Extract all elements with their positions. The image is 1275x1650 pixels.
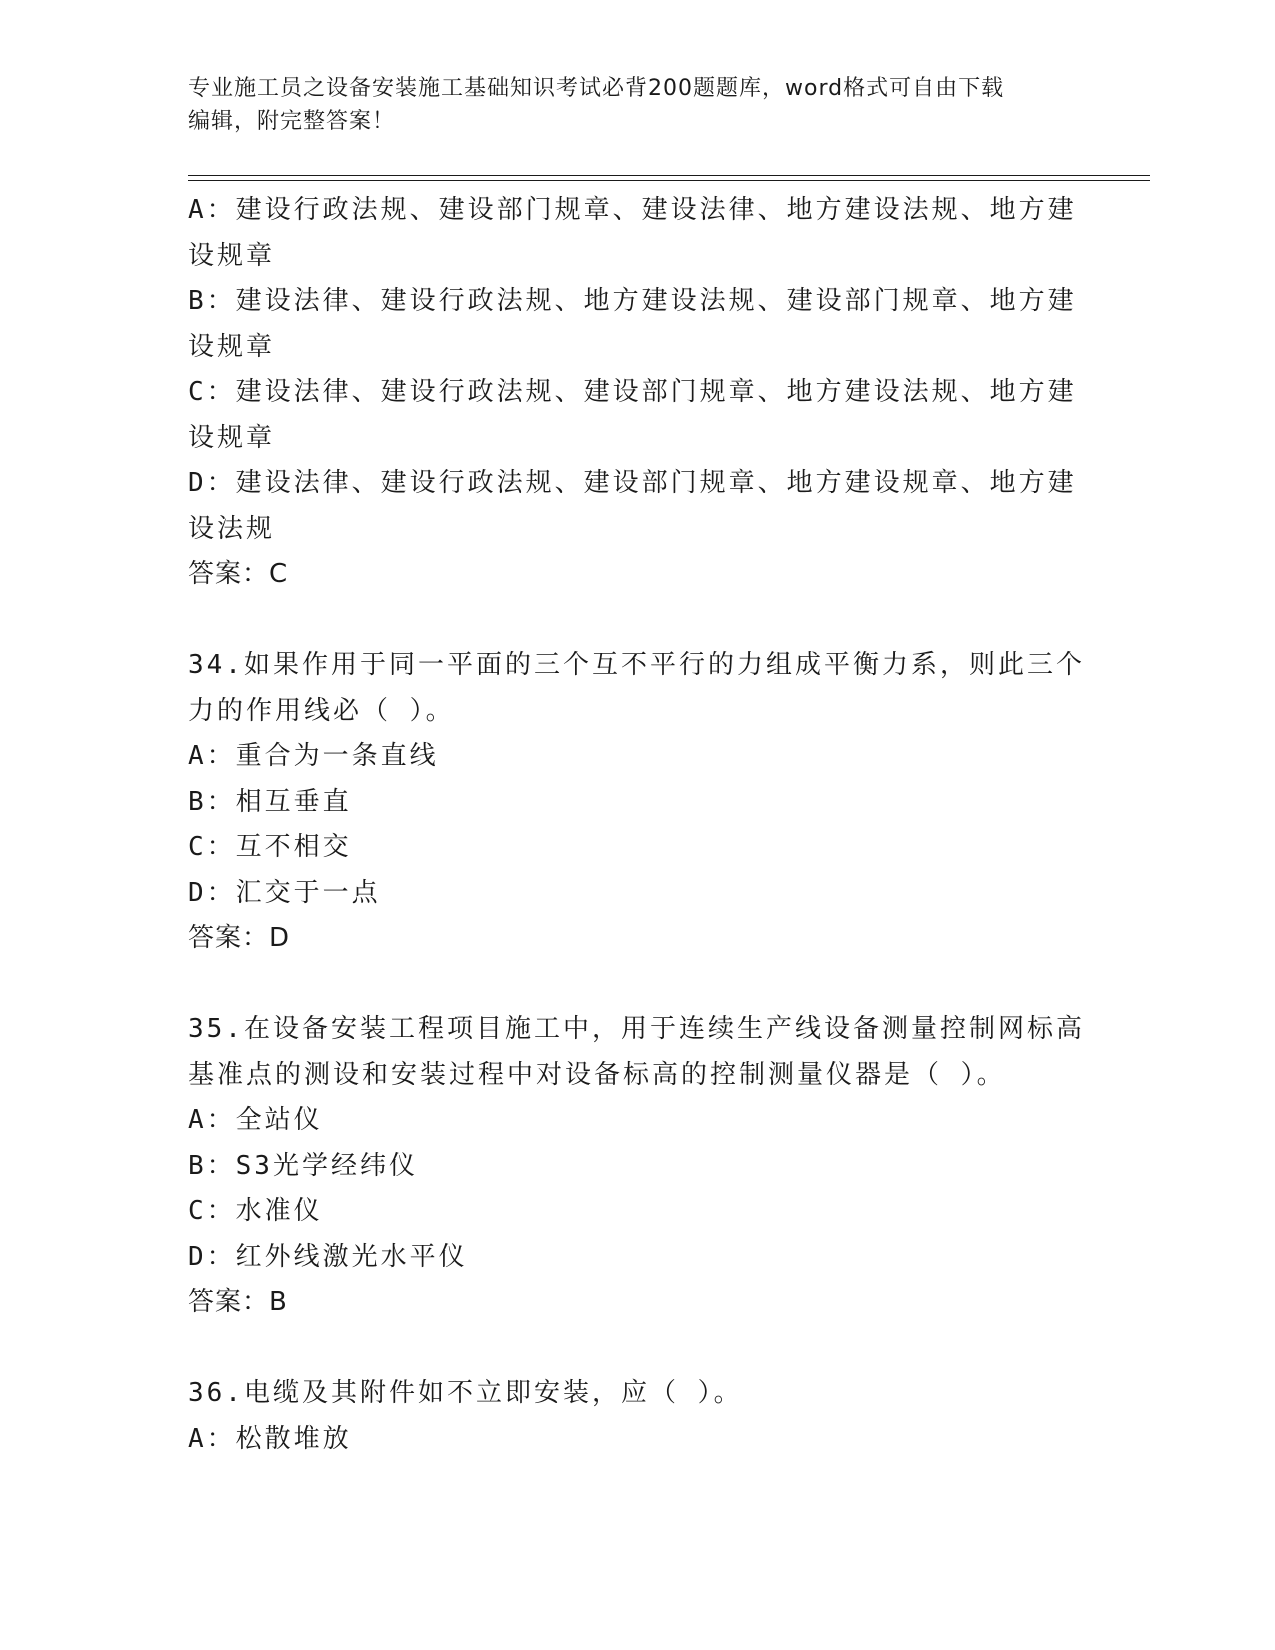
question-stem-line-2: 基准点的测设和安装过程中对设备标高的控制测量仪器是（ ）。 xyxy=(188,1059,1006,1090)
answer-line: 答案：B xyxy=(188,1287,288,1317)
option-d: D：汇交于一点 xyxy=(188,877,381,908)
option-d: D：红外线激光水平仪 xyxy=(188,1241,468,1272)
question-stem-line-1: 34.如果作用于同一平面的三个互不平行的力组成平衡力系，则此三个 xyxy=(188,650,1085,680)
option-b: B：S3光学经纬仪 xyxy=(188,1150,418,1181)
option-b-line-1: B：建设法律、建设行政法规、地方建设法规、建设部门规章、地方建 xyxy=(188,286,1077,316)
option-c-line-2: 设规章 xyxy=(188,422,276,453)
question-stem-line-2: 力的作用线必（ ）。 xyxy=(188,695,455,726)
question-stem-line-1: 36.电缆及其附件如不立即安装，应（ ）。 xyxy=(188,1378,743,1408)
option-c-line-1: C：建设法律、建设行政法规、建设部门规章、地方建设法规、地方建 xyxy=(188,377,1077,407)
question-block xyxy=(188,1007,1085,1326)
option-d-line-1: D：建设法律、建设行政法规、建设部门规章、地方建设规章、地方建 xyxy=(188,468,1077,498)
option-a: A：松散堆放 xyxy=(188,1423,352,1454)
spacer xyxy=(188,962,1068,1008)
option-a-line-1: A：建设行政法规、建设部门规章、建设法律、地方建设法规、地方建 xyxy=(188,195,1077,225)
document-header xyxy=(188,72,1068,138)
question-block xyxy=(188,188,1077,598)
answer-line: 答案：C xyxy=(188,559,289,589)
header-line-2: 编辑，附完整答案！ xyxy=(188,109,396,134)
spacer xyxy=(188,1326,1068,1372)
option-b-line-2: 设规章 xyxy=(188,331,276,362)
option-a-line-2: 设规章 xyxy=(188,240,276,271)
option-c: C：水准仪 xyxy=(188,1196,323,1226)
answer-line: 答案：D xyxy=(188,923,291,953)
option-c: C：互不相交 xyxy=(188,832,352,862)
question-block xyxy=(188,643,1085,962)
header-rule-bottom xyxy=(188,180,1150,181)
question-stem-line-1: 35.在设备安装工程项目施工中，用于连续生产线设备测量控制网标高 xyxy=(188,1014,1085,1044)
spacer xyxy=(188,598,1068,644)
option-a: A：重合为一条直线 xyxy=(188,741,439,771)
option-d-line-2: 设法规 xyxy=(188,513,276,544)
question-block xyxy=(188,1371,1068,1462)
option-a: A：全站仪 xyxy=(188,1105,323,1135)
header-line-1: 专业施工员之设备安装施工基础知识考试必背200题题库，word格式可自由下载 xyxy=(188,76,1005,101)
option-b: B：相互垂直 xyxy=(188,786,352,817)
header-rule-top xyxy=(188,175,1150,176)
question-list xyxy=(188,188,1085,1462)
